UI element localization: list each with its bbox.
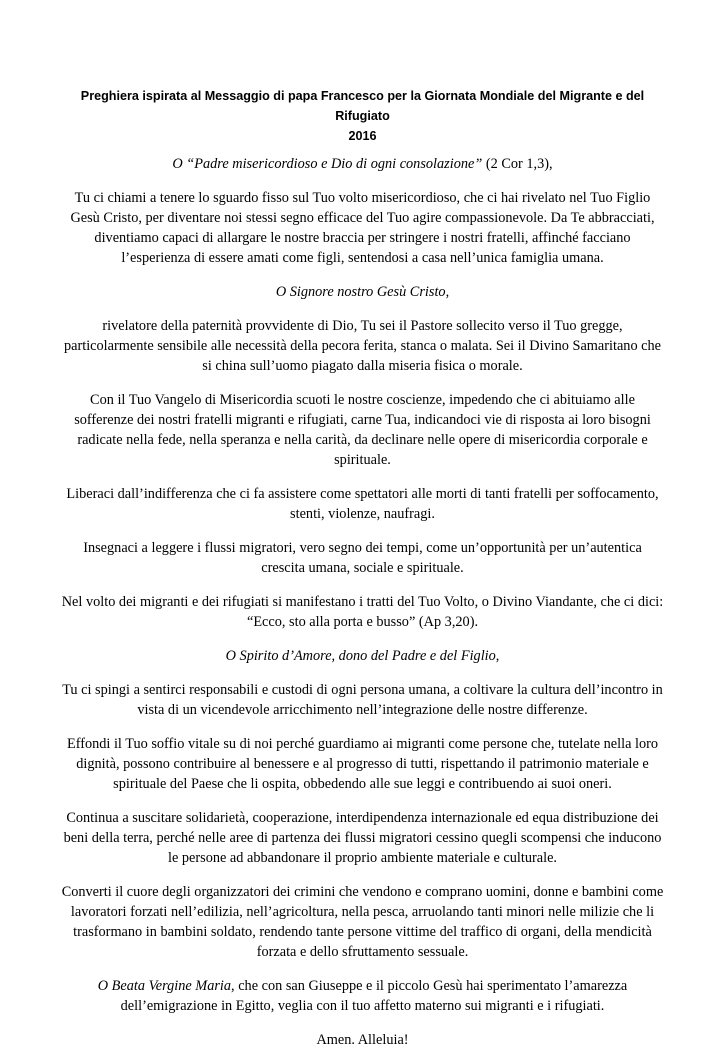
invocation-father <box>60 154 665 174</box>
paragraph-9: Continua a suscitare solidarietà, cooperazione, interdipendenza internazionale ed equa distribuzione dei beni della terra, perché nelle aree di partenza dei flussi migratori cessino quegli scompensi che inducono le persone ad abbandonare il proprio ambiente materiale e culturale. <box>63 810 662 866</box>
invocation-spirit-punct: , <box>495 648 500 664</box>
paragraph-mary-text: , che con san Giuseppe e il piccolo Gesù hai sperimentato l’amarezza dell’emigrazione in Egitto, veglia con il tuo affetto materno sui migranti e i rifugiati. <box>120 978 628 1014</box>
paragraph-7: Tu ci spingi a sentirci responsabili e custodi di ogni persona umana, a coltivare la cultura dell’incontro in vista di un vicendevole arricchimento nell’integrazione delle nostre differenze. <box>62 682 663 718</box>
invocation-mary-italic: O Beata Vergine Maria <box>97 978 232 994</box>
paragraph-8: Effondi il Tuo soffio vitale su di noi perché guardiamo ai migranti come persone che, tutelate nella loro dignità, possono contribuire al benessere e al progresso di tutti, rispettando il patrimonio materiale e spirituale del Paese che li ospita, obbedendo alle sue leggi e contribuendo ai suoi oneri. <box>66 736 659 792</box>
invocation-father-italic: O “Padre misericordioso e Dio di ogni consolazione” <box>172 156 483 172</box>
paragraph-mary <box>60 976 665 1016</box>
paragraph-5: Insegnaci a leggere i flussi migratori, vero segno dei tempi, come un’opportunità per un’autentica crescita umana, sociale e spirituale. <box>83 540 642 576</box>
invocation-spirit <box>60 646 665 666</box>
closing-amen: Amen. Alleluia! <box>316 1032 409 1048</box>
paragraph-4: Liberaci dall’indifferenza che ci fa assistere come spettatori alle morti di tanti fratelli per soffocamento, stenti, violenze, naufragi. <box>66 486 659 522</box>
paragraph-2: rivelatore della paternità provvidente di Dio, Tu sei il Pastore sollecito verso il Tuo gregge, particolarmente sensibile alle necessità della pecora ferita, stanca o malata. Sei il Divino Samaritano che si china sull’uomo piagato dalla miseria fisica o morale. <box>63 318 662 374</box>
paragraph-6: Nel volto dei migranti e dei rifugiati si manifestano i tratti del Tuo Volto, o Divino Viandante, che ci dici: “Ecco, sto alla porta e busso” (Ap 3,20). <box>61 594 664 630</box>
document-title <box>60 86 665 146</box>
invocation-spirit-italic: O Spirito d’Amore, dono del Padre e del Figlio <box>225 648 496 664</box>
invocation-son-italic: O Signore nostro Gesù Cristo <box>275 284 446 300</box>
paragraph-3: Con il Tuo Vangelo di Misericordia scuoti le nostre coscienze, impedendo che ci abituiamo alle sofferenze dei nostri fratelli migranti e rifugiati, carne Tua, indicandoci vie di risposta ai loro bisogni radicate nella fede, nella speranza e nella carità, da declinare nelle opere di misericordia corporale e spirituale. <box>74 392 651 468</box>
invocation-son <box>60 282 665 302</box>
invocation-son-punct: , <box>445 284 450 300</box>
title-line-2: 2016 <box>348 129 377 143</box>
invocation-father-ref: (2 Cor 1,3), <box>482 156 553 172</box>
title-line-1: Preghiera ispirata al Messaggio di papa Francesco per la Giornata Mondiale del Migrante e del Rifugiato <box>80 89 645 123</box>
paragraph-1: Tu ci chiami a tenere lo sguardo fisso sul Tuo volto misericordioso, che ci hai rivelato nel Tuo Figlio Gesù Cristo, per diventare noi stessi segno efficace del Tuo agire compassionevole. Da Te abbracciati, diventiamo capaci di allargare le nostre braccia per stringere i nostri fratelli, affinché facciano l’esperienza di essere amati come figli, sentendosi a casa nell’unica famiglia umana. <box>70 190 655 266</box>
paragraph-10: Converti il cuore degli organizzatori dei crimini che vendono e comprano uomini, donne e bambini come lavoratori forzati nell’edilizia, nell’agricoltura, nella pesca, arruolando tanti minori nelle milizie che li trasformano in bambini soldato, rendendo tante persone vittime del traffico di organi, della mendicità forzata e dello sfruttamento sessuale. <box>61 884 664 960</box>
document-page <box>60 86 665 1064</box>
